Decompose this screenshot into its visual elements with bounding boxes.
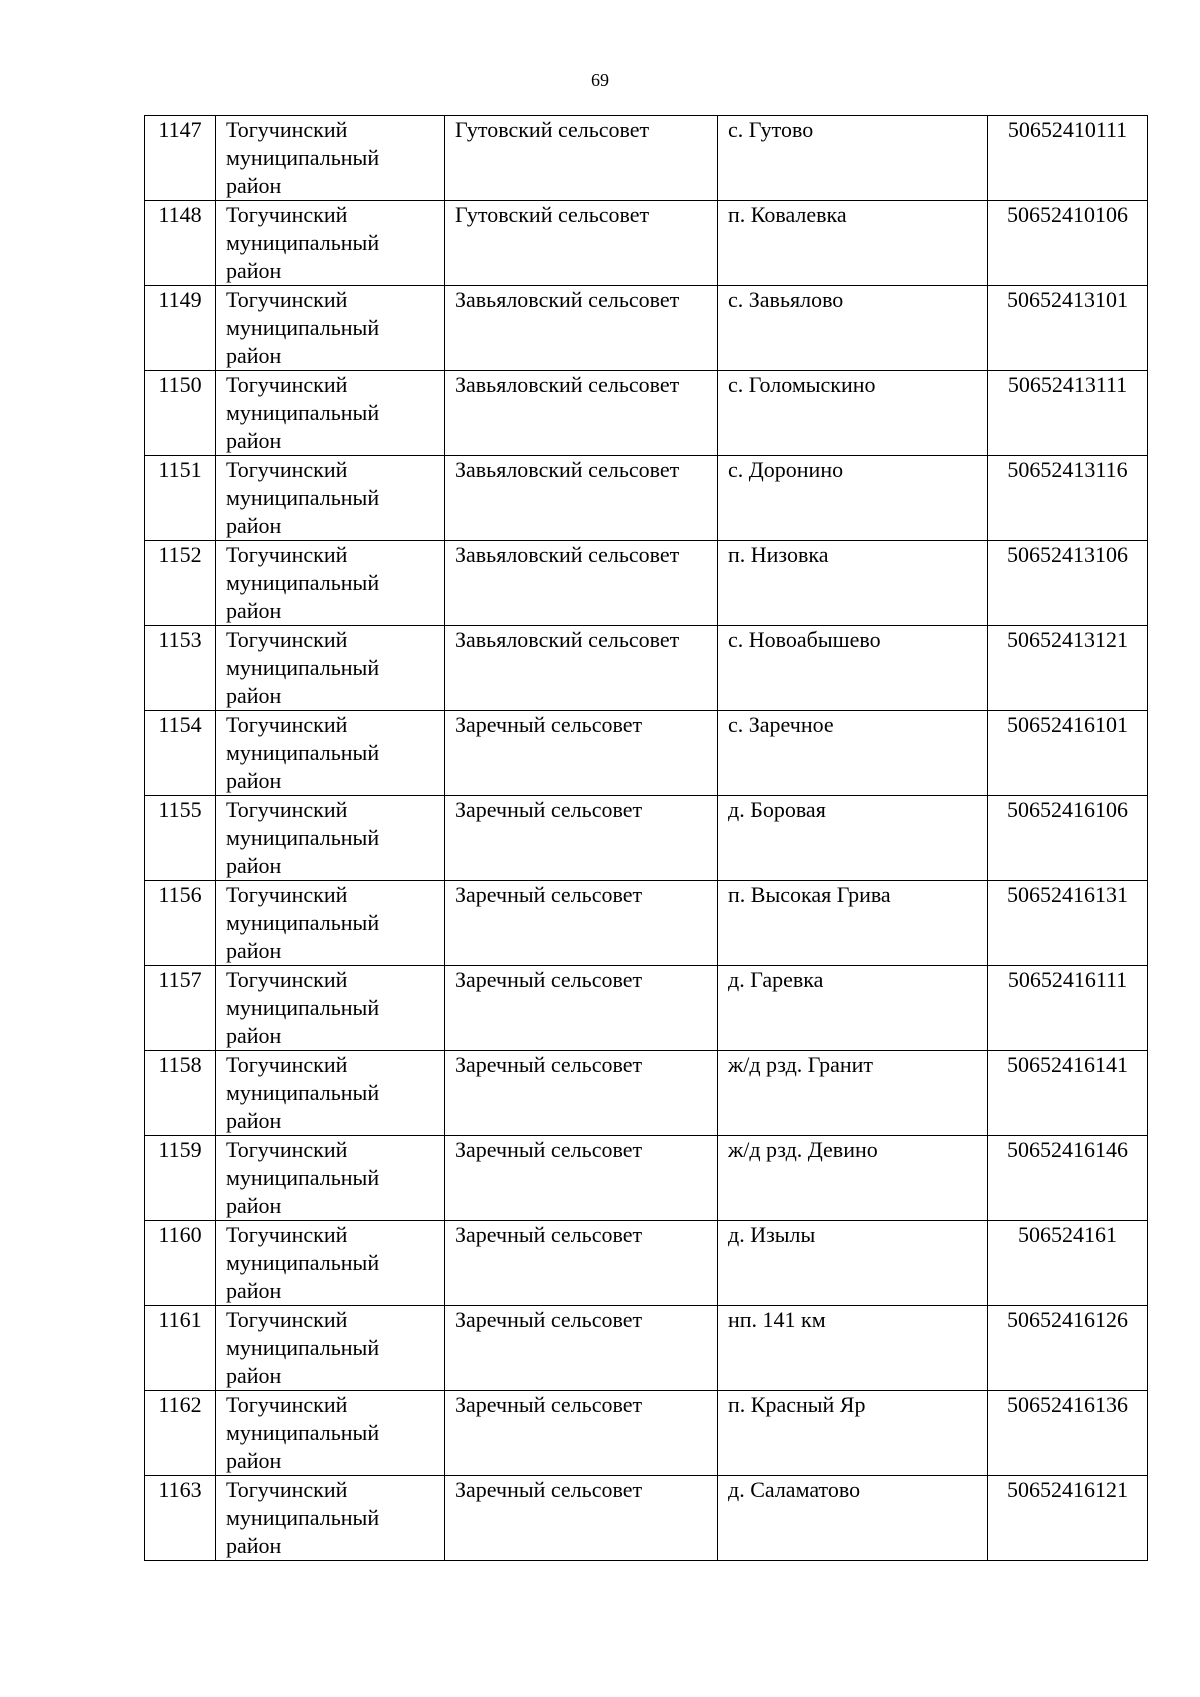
row-number-cell [145, 286, 216, 371]
locality-text: п. Красный Яр [728, 1392, 866, 1417]
district-text: Тогучинский муниципальный район [226, 967, 380, 1048]
council-cell [445, 966, 718, 1051]
district-cell [216, 881, 445, 966]
district-text: Тогучинский муниципальный район [226, 1307, 380, 1388]
district-text: Тогучинский муниципальный район [226, 457, 380, 538]
table-row [145, 201, 1148, 286]
council-text: Заречный сельсовет [455, 882, 643, 907]
council-cell [445, 796, 718, 881]
locality-cell [718, 541, 988, 626]
council-cell [445, 541, 718, 626]
code-text: 50652413121 [1007, 627, 1128, 652]
table-row [145, 371, 1148, 456]
table-row [145, 1051, 1148, 1136]
locality-text: п. Ковалевка [728, 202, 847, 227]
code-cell [988, 286, 1148, 371]
district-cell [216, 541, 445, 626]
locality-text: с. Голомыскино [728, 372, 876, 397]
row-number-text: 1161 [158, 1307, 202, 1332]
council-cell [445, 456, 718, 541]
code-text: 50652416101 [1007, 712, 1128, 737]
table-row [145, 1476, 1148, 1561]
locality-text: п. Высокая Грива [728, 882, 891, 907]
code-text: 50652416111 [1007, 967, 1128, 992]
council-text: Завьяловский сельсовет [455, 287, 680, 312]
locality-cell [718, 796, 988, 881]
row-number-text: 1163 [158, 1477, 202, 1502]
council-text: Заречный сельсовет [455, 1392, 643, 1417]
table-row [145, 541, 1148, 626]
district-cell [216, 1051, 445, 1136]
code-cell [988, 1221, 1148, 1306]
district-cell [216, 626, 445, 711]
row-number-text: 1150 [158, 372, 202, 397]
district-cell [216, 371, 445, 456]
locality-cell [718, 371, 988, 456]
district-text: Тогучинский муниципальный район [226, 287, 380, 368]
code-text: 50652416121 [1007, 1477, 1128, 1502]
council-text: Завьяловский сельсовет [455, 627, 680, 652]
district-cell [216, 201, 445, 286]
district-cell [216, 116, 445, 201]
council-text: Заречный сельсовет [455, 1477, 643, 1502]
table-row [145, 966, 1148, 1051]
code-text: 50652416136 [1007, 1392, 1128, 1417]
council-cell [445, 116, 718, 201]
row-number-text: 1162 [158, 1392, 202, 1417]
council-cell [445, 1391, 718, 1476]
row-number-text: 1147 [158, 117, 202, 142]
district-cell [216, 1476, 445, 1561]
row-number-cell [145, 881, 216, 966]
district-cell [216, 1136, 445, 1221]
locality-cell [718, 286, 988, 371]
row-number-cell [145, 966, 216, 1051]
row-number-cell [145, 541, 216, 626]
code-cell [988, 626, 1148, 711]
locality-cell [718, 1051, 988, 1136]
district-cell [216, 286, 445, 371]
code-text: 50652413111 [1007, 372, 1128, 397]
row-number-text: 1160 [158, 1222, 202, 1247]
code-text: 50652410111 [1007, 117, 1128, 142]
table-row [145, 711, 1148, 796]
table-row [145, 116, 1148, 201]
code-cell [988, 1051, 1148, 1136]
code-cell [988, 456, 1148, 541]
locality-cell [718, 1221, 988, 1306]
row-number-cell [145, 626, 216, 711]
code-cell [988, 116, 1148, 201]
council-text: Завьяловский сельсовет [455, 542, 680, 567]
locality-text: д. Боровая [728, 797, 826, 822]
council-cell [445, 201, 718, 286]
locality-text: с. Завьялово [728, 287, 844, 312]
row-number-text: 1148 [158, 202, 202, 227]
locality-text: ж/д рзд. Гранит [728, 1052, 874, 1077]
district-text: Тогучинский муниципальный район [226, 372, 380, 453]
district-cell [216, 796, 445, 881]
district-cell [216, 1221, 445, 1306]
row-number-cell [145, 1391, 216, 1476]
code-text: 50652416146 [1007, 1137, 1128, 1162]
district-cell [216, 966, 445, 1051]
code-text: 50652416131 [1007, 882, 1128, 907]
locality-text: д. Саламатово [728, 1477, 861, 1502]
row-number-text: 1153 [158, 627, 202, 652]
settlements-table [144, 115, 1148, 1561]
locality-text: ж/д рзд. Девино [728, 1137, 878, 1162]
locality-cell [718, 1391, 988, 1476]
locality-cell [718, 881, 988, 966]
table-row [145, 286, 1148, 371]
council-cell [445, 1051, 718, 1136]
locality-text: с. Новоабышево [728, 627, 881, 652]
council-text: Заречный сельсовет [455, 1052, 643, 1077]
code-cell [988, 711, 1148, 796]
row-number-cell [145, 116, 216, 201]
code-text: 50652413116 [1007, 457, 1128, 482]
council-text: Заречный сельсовет [455, 1137, 643, 1162]
council-cell [445, 1306, 718, 1391]
locality-cell [718, 456, 988, 541]
district-text: Тогучинский муниципальный район [226, 1392, 380, 1473]
locality-text: с. Доронино [728, 457, 844, 482]
row-number-text: 1156 [158, 882, 202, 907]
row-number-text: 1155 [158, 797, 202, 822]
code-text: 50652416141 [1007, 1052, 1128, 1077]
council-text: Гутовский сельсовет [455, 202, 650, 227]
row-number-cell [145, 1306, 216, 1391]
district-text: Тогучинский муниципальный район [226, 202, 380, 283]
code-text: 506524161 [1018, 1222, 1117, 1247]
district-cell [216, 711, 445, 796]
code-cell [988, 1476, 1148, 1561]
row-number-cell [145, 1136, 216, 1221]
row-number-text: 1149 [158, 287, 202, 312]
council-cell [445, 286, 718, 371]
district-text: Тогучинский муниципальный район [226, 797, 380, 878]
table-row [145, 456, 1148, 541]
row-number-text: 1157 [158, 967, 202, 992]
locality-cell [718, 626, 988, 711]
row-number-cell [145, 1051, 216, 1136]
locality-text: с. Заречное [728, 712, 834, 737]
code-cell [988, 201, 1148, 286]
district-text: Тогучинский муниципальный район [226, 542, 380, 623]
table-row [145, 881, 1148, 966]
district-text: Тогучинский муниципальный район [226, 1477, 380, 1558]
row-number-text: 1158 [158, 1052, 202, 1077]
locality-cell [718, 116, 988, 201]
table-row [145, 796, 1148, 881]
locality-text: д. Гаревка [728, 967, 824, 992]
locality-cell [718, 1476, 988, 1561]
locality-cell [718, 1136, 988, 1221]
code-cell [988, 966, 1148, 1051]
council-text: Заречный сельсовет [455, 712, 643, 737]
district-text: Тогучинский муниципальный район [226, 1052, 380, 1133]
council-cell [445, 371, 718, 456]
table-row [145, 1306, 1148, 1391]
code-cell [988, 1136, 1148, 1221]
row-number-cell [145, 796, 216, 881]
code-cell [988, 371, 1148, 456]
district-text: Тогучинский муниципальный район [226, 117, 380, 198]
locality-cell [718, 1306, 988, 1391]
district-text: Тогучинский муниципальный район [226, 1222, 380, 1303]
district-cell [216, 1391, 445, 1476]
code-text: 50652410106 [1007, 202, 1128, 227]
locality-cell [718, 966, 988, 1051]
council-cell [445, 1221, 718, 1306]
council-text: Заречный сельсовет [455, 1307, 643, 1332]
code-cell [988, 1306, 1148, 1391]
district-text: Тогучинский муниципальный район [226, 712, 380, 793]
table-row [145, 1391, 1148, 1476]
code-cell [988, 881, 1148, 966]
code-cell [988, 541, 1148, 626]
council-text: Заречный сельсовет [455, 967, 643, 992]
code-text: 50652416106 [1007, 797, 1128, 822]
code-cell [988, 796, 1148, 881]
code-cell [988, 1391, 1148, 1476]
locality-cell [718, 201, 988, 286]
council-text: Завьяловский сельсовет [455, 457, 680, 482]
code-text: 50652413101 [1007, 287, 1128, 312]
district-text: Тогучинский муниципальный район [226, 882, 380, 963]
locality-cell [718, 711, 988, 796]
code-text: 50652413106 [1007, 542, 1128, 567]
council-text: Заречный сельсовет [455, 1222, 643, 1247]
locality-text: п. Низовка [728, 542, 829, 567]
council-cell [445, 711, 718, 796]
council-cell [445, 626, 718, 711]
table-row [145, 1221, 1148, 1306]
code-text: 50652416126 [1007, 1307, 1128, 1332]
row-number-cell [145, 1476, 216, 1561]
row-number-cell [145, 456, 216, 541]
row-number-cell [145, 711, 216, 796]
row-number-text: 1159 [158, 1137, 202, 1162]
page-number: 69 [591, 70, 609, 90]
table-row [145, 1136, 1148, 1221]
row-number-cell [145, 371, 216, 456]
district-text: Тогучинский муниципальный район [226, 1137, 380, 1218]
row-number-text: 1152 [158, 542, 202, 567]
council-cell [445, 1136, 718, 1221]
locality-text: д. Изылы [728, 1222, 816, 1247]
council-text: Заречный сельсовет [455, 797, 643, 822]
district-text: Тогучинский муниципальный район [226, 627, 380, 708]
district-cell [216, 456, 445, 541]
row-number-cell [145, 201, 216, 286]
council-cell [445, 1476, 718, 1561]
council-text: Завьяловский сельсовет [455, 372, 680, 397]
row-number-text: 1154 [158, 712, 202, 737]
locality-text: с. Гутово [728, 117, 814, 142]
row-number-text: 1151 [158, 457, 202, 482]
row-number-cell [145, 1221, 216, 1306]
table-body [145, 116, 1148, 1561]
council-cell [445, 881, 718, 966]
district-cell [216, 1306, 445, 1391]
locality-text: нп. 141 км [728, 1307, 826, 1332]
council-text: Гутовский сельсовет [455, 117, 650, 142]
table-row [145, 626, 1148, 711]
